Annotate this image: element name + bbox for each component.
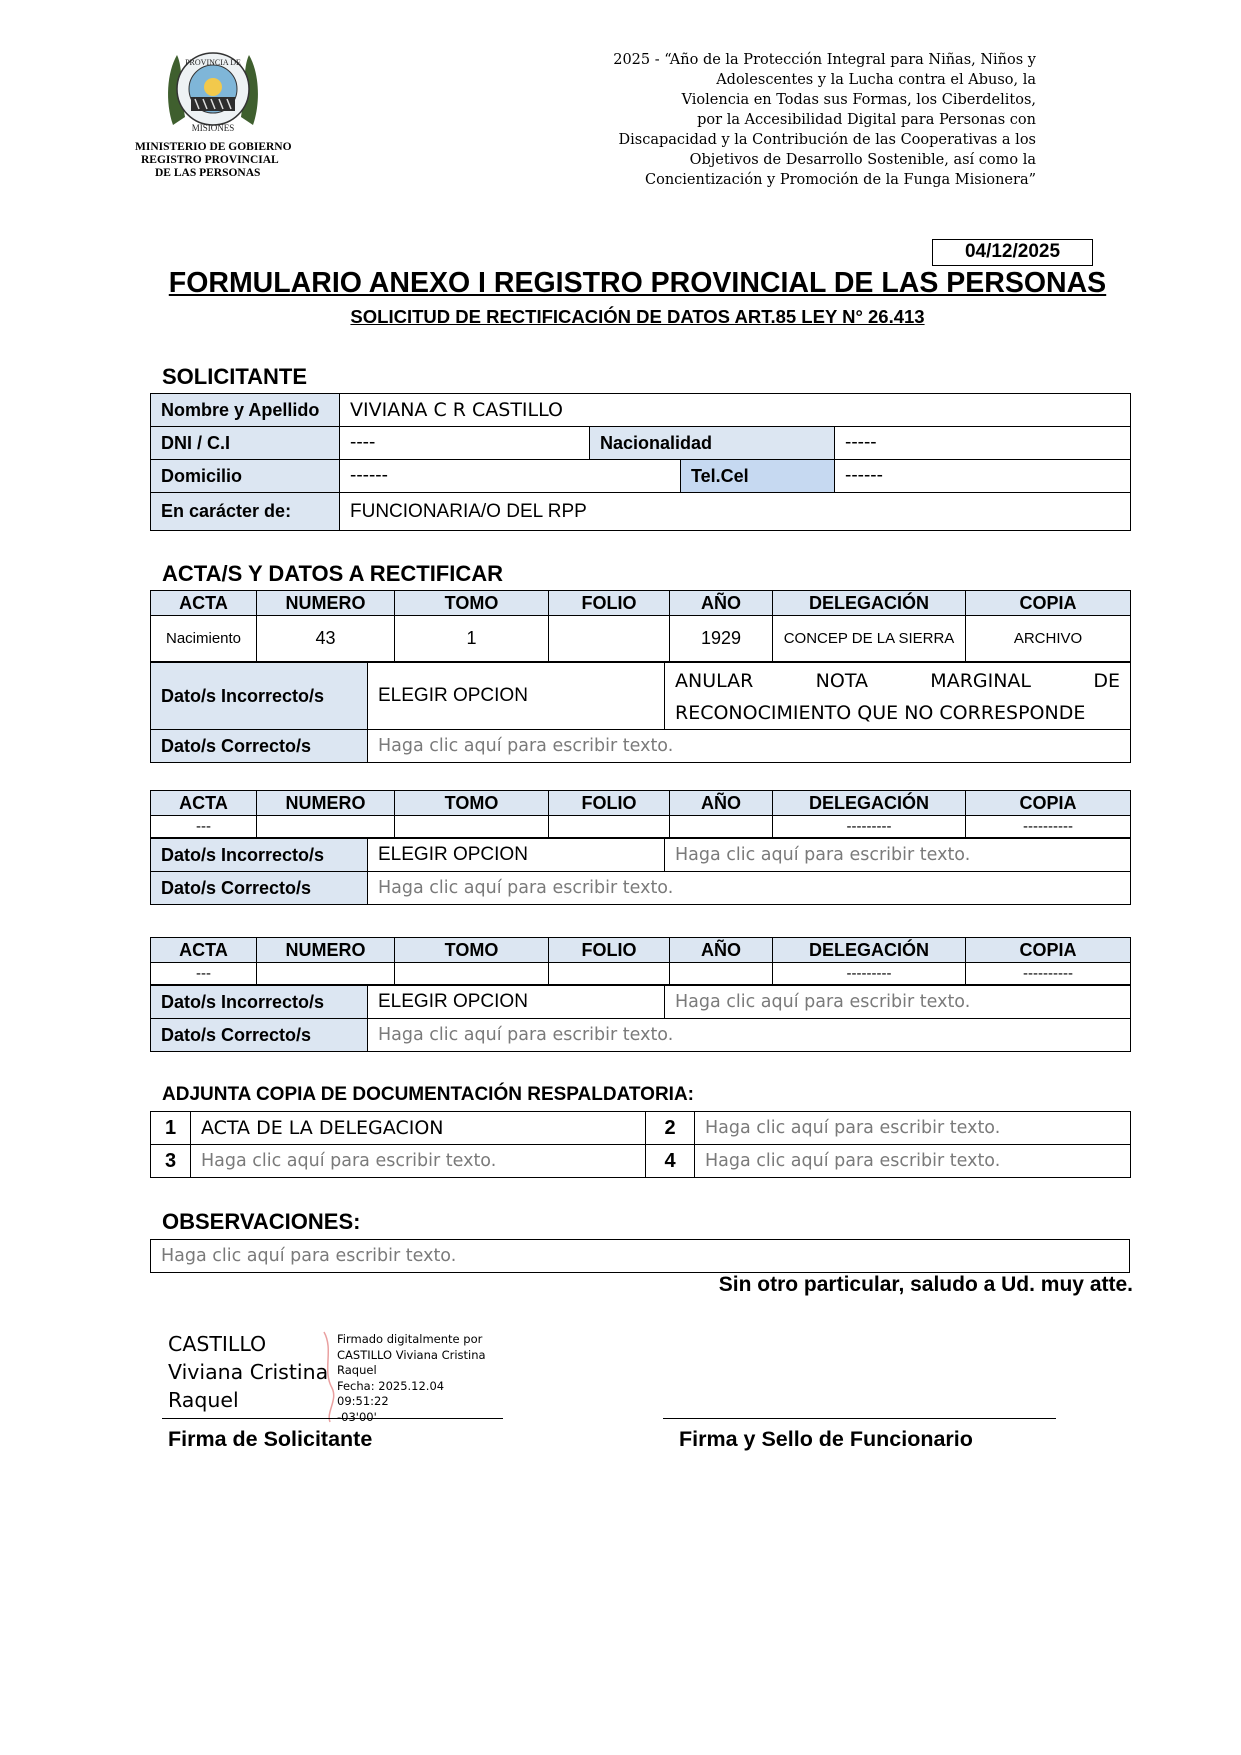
- ministry-line: DE LAS PERSONAS: [155, 167, 261, 179]
- item-number: 2: [646, 1112, 695, 1145]
- column-header: NUMERO: [257, 938, 395, 963]
- province-seal-logo: [165, 47, 261, 139]
- tomo-cell[interactable]: [395, 963, 549, 985]
- signature-meta-line: -03'00': [337, 1409, 377, 1424]
- adjunta-field-2[interactable]: Haga clic aquí para escribir texto.: [695, 1112, 1131, 1145]
- tomo-cell[interactable]: 1: [395, 616, 549, 662]
- motto-line: Adolescentes y la Lucha contra el Abuso, la: [716, 72, 1036, 88]
- solicitante-table: [150, 393, 1131, 531]
- column-header: DELEGACIÓN: [773, 791, 966, 816]
- column-header: NUMERO: [257, 591, 395, 616]
- copia-cell[interactable]: ----------: [966, 963, 1131, 985]
- detail-word: DE: [1093, 670, 1120, 692]
- observaciones-heading: OBSERVACIONES:: [162, 1209, 361, 1234]
- motto-line: Violencia en Todas sus Formas, los Ciberdelitos,: [681, 92, 1036, 108]
- acta-detail-table-2: [150, 838, 1131, 905]
- folio-cell[interactable]: [549, 963, 670, 985]
- column-header: NUMERO: [257, 791, 395, 816]
- numero-cell[interactable]: [257, 816, 395, 838]
- detail-word: ANULAR: [675, 670, 754, 692]
- incorrect-detail-field[interactable]: Haga clic aquí para escribir texto.: [665, 986, 1131, 1019]
- delegacion-cell[interactable]: CONCEP DE LA SIERRA: [773, 616, 966, 662]
- acta-table-1: [150, 590, 1131, 662]
- column-header: TOMO: [395, 791, 549, 816]
- signature-meta-line: Raquel: [337, 1363, 377, 1377]
- copia-cell[interactable]: ----------: [966, 816, 1131, 838]
- incorrect-option-dropdown[interactable]: ELEGIR OPCION: [368, 986, 665, 1019]
- column-header: ACTA: [151, 591, 257, 616]
- incorrect-label: Dato/s Incorrecto/s: [151, 839, 368, 872]
- dni-field[interactable]: ----: [340, 427, 590, 460]
- motto-line: Discapacidad y la Contribución de las Cooperativas a los: [618, 132, 1036, 148]
- item-number: 3: [151, 1145, 191, 1178]
- anio-cell[interactable]: [670, 963, 773, 985]
- column-header: COPIA: [966, 591, 1131, 616]
- nacionalidad-field[interactable]: -----: [835, 427, 1131, 460]
- closing-text: Sin otro particular, saludo a Ud. muy atte.: [718, 1273, 1133, 1296]
- item-number: 4: [646, 1145, 695, 1178]
- acta-detail-table-1: [150, 662, 1131, 763]
- correct-field[interactable]: Haga clic aquí para escribir texto.: [368, 872, 1131, 905]
- adjunta-field-1[interactable]: ACTA DE LA DELEGACION: [191, 1112, 646, 1145]
- observaciones-field[interactable]: Haga clic aquí para escribir texto.: [151, 1240, 1130, 1273]
- year-motto: [476, 50, 1036, 190]
- detail-word: NOTA: [815, 670, 868, 692]
- form-title: FORMULARIO ANEXO I REGISTRO PROVINCIAL DE LAS PERSONAS: [168, 267, 1107, 299]
- digital-signature-meta: [337, 1332, 497, 1425]
- anio-cell[interactable]: [670, 816, 773, 838]
- caracter-field[interactable]: FUNCIONARIA/O DEL RPP: [340, 493, 1131, 531]
- ministry-line: MINISTERIO DE GOBIERNO: [135, 141, 292, 153]
- signature-meta-line: CASTILLO Viviana Cristina: [337, 1347, 486, 1362]
- motto-line: 2025 - “Año de la Protección Integral para Niñas, Niños y: [613, 52, 1036, 68]
- adjunta-field-3[interactable]: Haga clic aquí para escribir texto.: [191, 1145, 646, 1178]
- incorrect-detail-field[interactable]: [665, 663, 1131, 730]
- firma-solicitante-label: Firma de Solicitante: [168, 1427, 373, 1451]
- column-header: ACTA: [151, 938, 257, 963]
- signature-name-line: Raquel: [168, 1388, 239, 1412]
- column-header: AÑO: [670, 938, 773, 963]
- incorrect-detail-field[interactable]: Haga clic aquí para escribir texto.: [665, 839, 1131, 872]
- acta-cell[interactable]: Nacimiento: [151, 616, 257, 662]
- column-header: ACTA: [151, 791, 257, 816]
- column-header: AÑO: [670, 791, 773, 816]
- incorrect-option-dropdown[interactable]: ELEGIR OPCION: [368, 663, 665, 730]
- motto-line: por la Accesibilidad Digital para Personas con: [697, 112, 1036, 128]
- signature-meta-line: Firmado digitalmente por: [337, 1332, 483, 1346]
- detail-justified-line: [675, 665, 1120, 697]
- delegacion-cell[interactable]: ---------: [773, 816, 966, 838]
- folio-cell[interactable]: [549, 816, 670, 838]
- column-header: COPIA: [966, 791, 1131, 816]
- column-header: FOLIO: [549, 791, 670, 816]
- correct-field[interactable]: Haga clic aquí para escribir texto.: [368, 1019, 1131, 1052]
- date-field[interactable]: 04/12/2025: [932, 239, 1093, 266]
- observaciones-table: [150, 1239, 1130, 1273]
- acta-detail-table-3: [150, 985, 1131, 1052]
- signature-line-funcionario: [663, 1418, 1056, 1419]
- acta-table-2: [150, 790, 1131, 838]
- adjunta-field-4[interactable]: Haga clic aquí para escribir texto.: [695, 1145, 1131, 1178]
- name-label: Nombre y Apellido: [151, 394, 340, 427]
- ministry-line: REGISTRO PROVINCIAL: [141, 154, 279, 166]
- correct-label: Dato/s Correcto/s: [151, 730, 368, 763]
- column-header: TOMO: [395, 938, 549, 963]
- column-header: AÑO: [670, 591, 773, 616]
- anio-cell[interactable]: 1929: [670, 616, 773, 662]
- correct-field[interactable]: Haga clic aquí para escribir texto.: [368, 730, 1131, 763]
- correct-label: Dato/s Correcto/s: [151, 1019, 368, 1052]
- correct-label: Dato/s Correcto/s: [151, 872, 368, 905]
- domicilio-field[interactable]: ------: [340, 460, 681, 493]
- numero-cell[interactable]: 43: [257, 616, 395, 662]
- tel-field[interactable]: ------: [835, 460, 1131, 493]
- domicilio-label: Domicilio: [151, 460, 340, 493]
- adjunta-heading: ADJUNTA COPIA DE DOCUMENTACIÓN RESPALDATORIA:: [162, 1084, 694, 1105]
- motto-line: Concientización y Promoción de la Funga Misionera”: [645, 172, 1036, 188]
- signature-line-solicitante: [162, 1418, 503, 1419]
- column-header: FOLIO: [549, 591, 670, 616]
- detail-line: RECONOCIMIENTO QUE NO CORRESPONDE: [675, 702, 1086, 724]
- copia-cell[interactable]: ARCHIVO: [966, 616, 1131, 662]
- signature-name-line: CASTILLO: [168, 1332, 267, 1356]
- digital-signature-name: [168, 1330, 328, 1414]
- column-header: FOLIO: [549, 938, 670, 963]
- acta-table-3: [150, 937, 1131, 985]
- column-header: COPIA: [966, 938, 1131, 963]
- form-subtitle: SOLICITUD DE RECTIFICACIÓN DE DATOS ART.85 LEY N° 26.413: [350, 306, 925, 327]
- delegacion-cell[interactable]: ---------: [773, 963, 966, 985]
- ministry-block: [135, 141, 310, 180]
- solicitante-heading: SOLICITANTE: [162, 364, 308, 389]
- column-header: DELEGACIÓN: [773, 938, 966, 963]
- tomo-cell[interactable]: [395, 816, 549, 838]
- nacionalidad-label: Nacionalidad: [590, 427, 835, 460]
- column-header: TOMO: [395, 591, 549, 616]
- seal-bottom-text: MISIONES: [191, 123, 235, 133]
- adjunta-table: [150, 1111, 1131, 1178]
- item-number: 1: [151, 1112, 191, 1145]
- actas-heading: ACTA/S Y DATOS A RECTIFICAR: [162, 561, 504, 586]
- numero-cell[interactable]: [257, 963, 395, 985]
- incorrect-label: Dato/s Incorrecto/s: [151, 986, 368, 1019]
- tel-label: Tel.Cel: [681, 460, 835, 493]
- folio-cell[interactable]: [549, 616, 670, 662]
- signature-name-line: Viviana Cristina: [168, 1360, 329, 1384]
- seal-top-text: PROVINCIA DE: [185, 58, 241, 67]
- acta-cell[interactable]: ---: [151, 963, 257, 985]
- dni-label: DNI / C.I: [151, 427, 340, 460]
- caracter-label: En carácter de:: [151, 493, 340, 531]
- signature-meta-line: Fecha: 2025.12.04 09:51:22: [337, 1378, 445, 1408]
- detail-word: MARGINAL: [930, 670, 1032, 692]
- motto-line: Objetivos de Desarrollo Sostenible, así como la: [689, 152, 1036, 168]
- incorrect-option-dropdown[interactable]: ELEGIR OPCION: [368, 839, 665, 872]
- name-field[interactable]: VIVIANA C R CASTILLO: [340, 394, 1131, 427]
- incorrect-label: Dato/s Incorrecto/s: [151, 663, 368, 730]
- column-header: DELEGACIÓN: [773, 591, 966, 616]
- acta-cell[interactable]: ---: [151, 816, 257, 838]
- firma-funcionario-label: Firma y Sello de Funcionario: [679, 1427, 973, 1451]
